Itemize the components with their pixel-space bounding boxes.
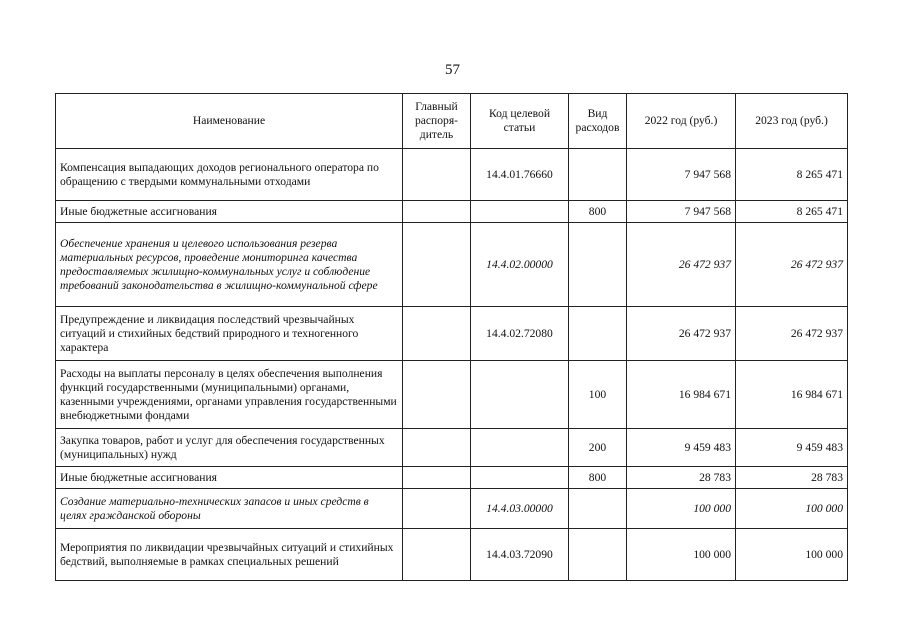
- row-amount-2022: 7 947 568: [627, 149, 736, 201]
- page-number: 57: [445, 62, 460, 78]
- row-expense-type: 200: [569, 429, 627, 467]
- row-main-manager: [403, 529, 471, 581]
- row-main-manager: [403, 429, 471, 467]
- row-main-manager: [403, 467, 471, 489]
- row-expense-type: 800: [569, 201, 627, 223]
- table-row: [56, 307, 848, 361]
- table-row: [56, 467, 848, 489]
- row-target-code: 14.4.02.00000: [471, 223, 569, 307]
- row-expense-type: [569, 223, 627, 307]
- row-target-code: [471, 429, 569, 467]
- header-target-code: Код целевой статьи: [471, 94, 569, 149]
- row-expense-type: [569, 149, 627, 201]
- table-row: [56, 149, 848, 201]
- row-amount-2023: 9 459 483: [736, 429, 848, 467]
- row-amount-2022: 7 947 568: [627, 201, 736, 223]
- row-target-code: 14.4.03.00000: [471, 489, 569, 529]
- row-main-manager: [403, 149, 471, 201]
- row-amount-2023: 26 472 937: [736, 307, 848, 361]
- row-amount-2023: 28 783: [736, 467, 848, 489]
- row-expense-type: [569, 489, 627, 529]
- row-main-manager: [403, 489, 471, 529]
- row-name: Иные бюджетные ассигнования: [56, 467, 403, 489]
- row-name: Обеспечение хранения и целевого использования резерва материальных ресурсов, проведение мониторинга качества предоставляемых жилищно-коммунальных услуг и соблюдение требований законодательства в жилищно-коммунальной сфере: [56, 223, 403, 307]
- table-row: [56, 429, 848, 467]
- row-amount-2022: 26 472 937: [627, 223, 736, 307]
- row-expense-type: 100: [569, 361, 627, 429]
- row-name: Компенсация выпадающих доходов регионального оператора по обращению с твердыми коммунальными отходами: [56, 149, 403, 201]
- row-name: Создание материально-технических запасов и иных средств в целях гражданской обороны: [56, 489, 403, 529]
- row-amount-2023: 8 265 471: [736, 149, 848, 201]
- row-target-code: 14.4.02.72080: [471, 307, 569, 361]
- header-name: Наименование: [56, 94, 403, 149]
- row-amount-2023: 8 265 471: [736, 201, 848, 223]
- row-amount-2022: 28 783: [627, 467, 736, 489]
- row-target-code: [471, 467, 569, 489]
- row-amount-2023: 100 000: [736, 529, 848, 581]
- row-target-code: [471, 201, 569, 223]
- row-name: Расходы на выплаты персоналу в целях обеспечения выполнения функций государственными (муниципальными) органами, казенными учреждениями, органами управления государственными внебюджетными фондами: [56, 361, 403, 429]
- row-amount-2022: 9 459 483: [627, 429, 736, 467]
- row-target-code: 14.4.01.76660: [471, 149, 569, 201]
- row-name: Мероприятия по ликвидации чрезвычайных ситуаций и стихийных бедствий, выполняемые в рамках специальных решений: [56, 529, 403, 581]
- row-name: Закупка товаров, работ и услуг для обеспечения государственных (муниципальных) нужд: [56, 429, 403, 467]
- row-name: Предупреждение и ликвидация последствий чрезвычайных ситуаций и стихийных бедствий природного и техногенного характера: [56, 307, 403, 361]
- table-row: [56, 201, 848, 223]
- row-expense-type: 800: [569, 467, 627, 489]
- row-target-code: [471, 361, 569, 429]
- row-main-manager: [403, 361, 471, 429]
- row-main-manager: [403, 223, 471, 307]
- header-main-manager: Главный распоря-дитель: [403, 94, 471, 149]
- table-row: [56, 489, 848, 529]
- row-amount-2022: 100 000: [627, 489, 736, 529]
- header-year-2023: 2023 год (руб.): [736, 94, 848, 149]
- header-year-2022: 2022 год (руб.): [627, 94, 736, 149]
- table-header-row: [56, 94, 848, 149]
- row-amount-2023: 26 472 937: [736, 223, 848, 307]
- row-amount-2023: 100 000: [736, 489, 848, 529]
- row-name: Иные бюджетные ассигнования: [56, 201, 403, 223]
- table-row: [56, 361, 848, 429]
- table-row: [56, 223, 848, 307]
- table-row: [56, 529, 848, 581]
- row-amount-2022: 16 984 671: [627, 361, 736, 429]
- header-expense-type: Вид расходов: [569, 94, 627, 149]
- row-amount-2023: 16 984 671: [736, 361, 848, 429]
- row-main-manager: [403, 201, 471, 223]
- row-expense-type: [569, 307, 627, 361]
- row-expense-type: [569, 529, 627, 581]
- row-amount-2022: 100 000: [627, 529, 736, 581]
- budget-table: [55, 93, 848, 581]
- row-main-manager: [403, 307, 471, 361]
- row-target-code: 14.4.03.72090: [471, 529, 569, 581]
- row-amount-2022: 26 472 937: [627, 307, 736, 361]
